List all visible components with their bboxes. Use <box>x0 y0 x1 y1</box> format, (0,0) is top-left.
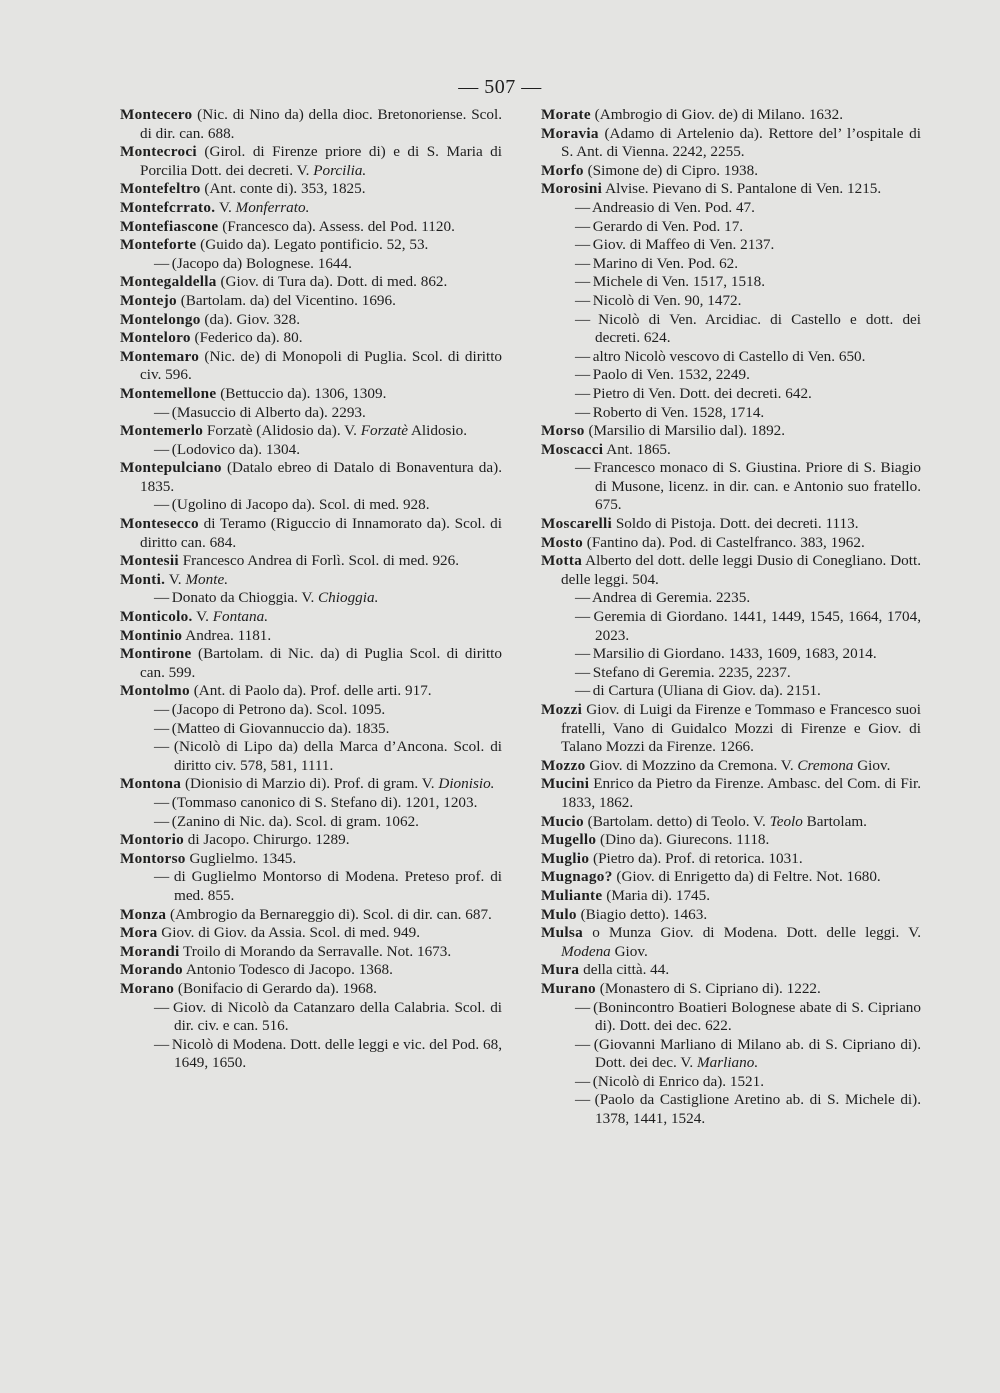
entry-text: Ant. 1865. <box>606 440 671 458</box>
entry-text: Francesco Andrea di Forlì. Scol. di med. 926. <box>182 552 460 570</box>
entry-text: Giov. <box>610 942 648 960</box>
em-dash: — <box>575 608 591 626</box>
index-entry <box>541 162 921 181</box>
sub-entry <box>541 1036 921 1073</box>
index-entry <box>120 311 502 330</box>
cross-reference: Modena <box>561 942 611 960</box>
sub-entry <box>541 1073 921 1092</box>
entry-text: Nicolò di Ven. 90, 1472. <box>592 291 742 309</box>
em-dash: — <box>575 291 591 309</box>
entry-text: (Bartolam. di Nic. da) di Puglia Scol. di diritto can. 599. <box>140 645 502 681</box>
em-dash: — <box>575 589 591 607</box>
em-dash: — <box>154 440 170 458</box>
sub-entry <box>120 1036 502 1073</box>
entry-text: (Masuccio di Alberto da). 2293. <box>171 403 366 421</box>
entry-text: Troilo di Morando da Serravalle. Not. 1673. <box>183 942 452 960</box>
entry-text: Francesco monaco di S. Giustina. Priore di S. Biagio di Musone, licenz. in dir. can. e Antonio suo fratello. 675. <box>593 459 922 514</box>
entry-text: Gerardo di Ven. Pod. 17. <box>592 217 744 235</box>
index-entry <box>120 106 502 143</box>
em-dash: — <box>575 366 591 384</box>
entry-text: (Datalo ebreo di Datalo di Bonaventura da). 1835. <box>140 459 502 495</box>
em-dash: — <box>154 812 170 830</box>
entry-text: Marino di Ven. Pod. 62. <box>592 254 739 272</box>
cross-reference: Forzatè <box>360 422 408 440</box>
entry-text: (Giov. di Enrigetto da) di Feltre. Not. 1680. <box>616 868 881 886</box>
cross-reference: Fontana. <box>212 608 269 626</box>
cross-reference: Teolo <box>769 812 803 830</box>
entry-text: (Giovanni Marliano di Milano ab. di S. Cipriano di). Dott. dei dec. V. <box>593 1035 922 1072</box>
em-dash: — <box>575 645 591 663</box>
headword: Monza <box>120 905 167 923</box>
index-entry <box>541 868 921 887</box>
index-entry <box>541 906 921 925</box>
em-dash: — <box>154 589 170 607</box>
headword: Monti. <box>120 570 166 588</box>
entry-text: Pietro di Ven. Dott. dei decreti. 642. <box>592 384 812 402</box>
headword: Montolmo <box>120 682 190 700</box>
entry-text: altro Nicolò vescovo di Castello di Ven. 650. <box>592 347 866 365</box>
headword: Mosto <box>541 533 583 551</box>
entry-text: Donato da Chioggia. V. <box>171 589 319 607</box>
entry-text: V. <box>218 198 236 216</box>
headword: Montesecco <box>120 515 199 533</box>
index-entry <box>120 980 502 999</box>
entry-text: Roberto di Ven. 1528, 1714. <box>592 403 765 421</box>
headword: Moscarelli <box>541 515 613 533</box>
entry-text: (Simone de) di Cipro. 1938. <box>587 161 759 179</box>
entry-text: V. <box>168 570 186 588</box>
headword: Montefeltro <box>120 180 201 198</box>
entry-text: (Zanino di Nic. da). Scol. di gram. 1062. <box>171 812 419 830</box>
em-dash: — <box>154 793 170 811</box>
entry-text: (Giov. di Tura da). Dott. di med. 862. <box>220 273 448 291</box>
headword: Mozzo <box>541 756 586 774</box>
index-entry <box>120 682 502 701</box>
entry-text: Giov. di Giov. da Assia. Scol. di med. 949. <box>161 924 420 942</box>
headword: Montefcrrato. <box>120 198 216 216</box>
sub-entry <box>120 720 502 739</box>
sub-entry <box>541 589 921 608</box>
index-entry <box>120 143 502 180</box>
sub-entry <box>541 199 921 218</box>
headword: Moscacci <box>541 440 604 458</box>
headword: Montecero <box>120 106 193 123</box>
entry-text: (Jacopo da) Bolognese. 1644. <box>171 254 352 272</box>
entry-text: Giov. di Nicolò da Catanzaro della Calabria. Scol. di dir. civ. e can. 516. <box>172 998 503 1035</box>
left-column <box>120 106 502 1073</box>
em-dash: — <box>575 1035 591 1053</box>
index-entry <box>120 608 502 627</box>
headword: Mugello <box>541 831 597 849</box>
em-dash: — <box>575 663 591 681</box>
entry-text: Forzatè (Alidosio da). V. <box>206 422 361 440</box>
entry-text: (Jacopo di Petrono da). Scol. 1095. <box>171 701 386 718</box>
index-entry <box>120 906 502 925</box>
headword: Monticolo. <box>120 608 193 626</box>
headword: Morano <box>120 979 175 997</box>
entry-text: di Guglielmo Montorso di Modena. Preteso prof. di med. 855. <box>173 868 503 904</box>
right-column <box>541 106 921 1129</box>
index-entry <box>541 180 921 199</box>
headword: Montecroci <box>120 143 197 161</box>
headword: Murano <box>541 979 596 997</box>
headword: Muglio <box>541 849 590 867</box>
sub-entry <box>541 645 921 664</box>
index-entry <box>120 348 502 385</box>
entry-text: Giov. di Mozzino da Cremona. V. <box>589 756 798 774</box>
sub-entry <box>541 608 921 645</box>
em-dash: — <box>154 1035 170 1053</box>
entry-text: Andrea di Geremia. 2235. <box>591 589 751 607</box>
entry-text: (Nic. de) di Monopoli di Puglia. Scol. di diritto civ. 596. <box>140 347 503 384</box>
em-dash: — <box>575 254 591 272</box>
entry-text: Andrea. 1181. <box>185 626 272 644</box>
headword: Morando <box>120 961 183 979</box>
entry-text: Bartolam. <box>802 812 867 830</box>
index-entry <box>120 236 502 255</box>
headword: Mura <box>541 961 580 979</box>
em-dash: — <box>575 1072 591 1090</box>
headword: Montemellone <box>120 384 217 402</box>
index-entry <box>541 831 921 850</box>
entry-text: Marsilio di Giordano. 1433, 1609, 1683, 2014. <box>592 645 877 663</box>
entry-text: (Matteo di Giovannuccio da). 1835. <box>171 719 390 737</box>
index-entry <box>541 980 921 999</box>
entry-text: (Lodovico da). 1304. <box>171 440 301 458</box>
entry-text: Nicolò di Modena. Dott. delle leggi e vic. del Pod. 68, 1649, 1650. <box>171 1035 502 1072</box>
em-dash: — <box>575 1091 591 1109</box>
headword: Montejo <box>120 291 177 309</box>
index-entry <box>541 813 921 832</box>
index-entry <box>541 515 921 534</box>
cross-reference: Chioggia. <box>318 589 379 607</box>
index-entry <box>541 924 921 961</box>
sub-entry <box>541 311 921 348</box>
index-entry <box>120 961 502 980</box>
sub-entry <box>541 366 921 385</box>
entry-text: (Bonincontro Boatieri Bolognese abate di S. Cipriano di). Dott. dei dec. 622. <box>593 998 921 1035</box>
index-entry <box>120 943 502 962</box>
cross-reference: Marliano. <box>696 1054 759 1072</box>
entry-text: (da). Giov. 328. <box>204 310 301 328</box>
sub-entry <box>120 999 502 1036</box>
sub-entry <box>120 441 502 460</box>
index-entry <box>120 831 502 850</box>
em-dash: — <box>575 403 591 421</box>
cross-reference: Porcilia. <box>313 161 367 179</box>
index-entry <box>120 422 502 441</box>
index-entry <box>120 515 502 552</box>
index-entry <box>120 329 502 348</box>
entry-text: (Bartolam. da) del Vicentino. 1696. <box>180 291 396 309</box>
index-entry <box>541 552 921 589</box>
entry-text: Michele di Ven. 1517, 1518. <box>592 273 766 291</box>
index-entry <box>120 775 502 794</box>
headword: Mulsa <box>541 924 584 942</box>
entry-text: (Ugolino di Jacopo da). Scol. di med. 928. <box>171 496 430 514</box>
index-entry <box>120 459 502 496</box>
entry-text: Giov. di Luigi da Firenze e Tommaso e Francesco suoi fratelli, Vano di Guidalco Mozzi di Firenze e Giov. di Talano Mozzi da Firenze. 1266. <box>561 701 921 756</box>
entry-text: Andreasio di Ven. Pod. 47. <box>591 198 755 216</box>
index-entry <box>120 385 502 404</box>
entry-text: (Guido da). Legato pontificio. 52, 53. <box>200 236 429 254</box>
index-entry <box>120 850 502 869</box>
em-dash: — <box>154 719 170 737</box>
headword: Mugnago? <box>541 868 613 886</box>
entry-text: della città. 44. <box>583 961 670 979</box>
entry-text: (Marsilio di Marsilio dal). 1892. <box>588 422 786 440</box>
entry-text: (Paolo da Castiglione Aretino ab. di S. Michele di). 1378, 1441, 1524. <box>594 1091 922 1128</box>
em-dash: — <box>575 998 591 1016</box>
entry-text: (Pietro da). Prof. di retorica. 1031. <box>593 849 803 867</box>
entry-text: (Monastero di S. Cipriano di). 1222. <box>599 979 821 997</box>
index-entry <box>120 199 502 218</box>
headword: Montesii <box>120 552 179 570</box>
headword: Motta <box>541 552 583 570</box>
entry-text: di Jacopo. Chirurgo. 1289. <box>187 831 350 849</box>
em-dash: — <box>154 254 170 272</box>
entry-text: (Adamo di Artelenio da). Rettore del’ l’ospitale di S. Ant. di Vienna. 2242, 2255. <box>561 124 921 161</box>
sub-entry <box>120 255 502 274</box>
headword: Morate <box>541 106 591 123</box>
headword: Montirone <box>120 645 192 663</box>
em-dash: — <box>154 496 170 514</box>
headword: Mucio <box>541 812 584 830</box>
sub-entry <box>541 404 921 423</box>
index-entry <box>541 422 921 441</box>
em-dash: — <box>575 310 591 328</box>
sub-entry <box>541 1091 921 1128</box>
em-dash: — <box>575 273 591 291</box>
entry-text: (Fantino da). Pod. di Castelfranco. 383, 1962. <box>586 533 865 551</box>
entry-text: Geremia di Giordano. 1441, 1449, 1545, 1664, 1704, 2023. <box>593 608 921 644</box>
index-entry <box>120 627 502 646</box>
entry-text: Paolo di Ven. 1532, 2249. <box>592 366 750 384</box>
entry-text: (Bartolam. detto) di Teolo. V. <box>587 812 770 830</box>
cross-reference: Monferrato. <box>235 198 310 216</box>
headword: Mozzi <box>541 701 583 718</box>
entry-text: Antonio Todesco di Jacopo. 1368. <box>185 961 393 979</box>
index-entry <box>541 850 921 869</box>
index-entry <box>541 757 921 776</box>
index-entry <box>541 125 921 162</box>
headword: Montepulciano <box>120 459 222 477</box>
cross-reference: Cremona <box>797 756 854 774</box>
index-entry <box>541 887 921 906</box>
index-entry <box>120 180 502 199</box>
em-dash: — <box>575 384 591 402</box>
index-entry <box>120 292 502 311</box>
em-dash: — <box>154 868 170 886</box>
index-entry <box>541 775 921 812</box>
headword: Morso <box>541 422 585 440</box>
em-dash: — <box>575 459 591 477</box>
entry-text: (Bonifacio di Gerardo da). 1968. <box>177 979 377 997</box>
sub-entry <box>541 664 921 683</box>
entry-text: (Francesco da). Assess. del Pod. 1120. <box>222 217 455 235</box>
headword: Montegaldella <box>120 273 217 291</box>
index-entry <box>120 218 502 237</box>
entry-text: (Ant. di Paolo da). Prof. delle arti. 917. <box>193 682 432 700</box>
sub-entry <box>541 999 921 1036</box>
entry-text: Alidosio. <box>408 422 468 440</box>
entry-text: (Tommaso canonico di S. Stefano di). 1201, 1203. <box>171 793 478 811</box>
cross-reference: Dionisio. <box>438 775 495 793</box>
entry-text: (Bettuccio da). 1306, 1309. <box>220 384 387 402</box>
headword: Montinio <box>120 626 183 644</box>
entry-text: Nicolò di Ven. Arcidiac. di Castello e dott. dei decreti. 624. <box>595 310 922 347</box>
sub-entry <box>120 496 502 515</box>
sub-entry <box>120 701 502 720</box>
sub-entry <box>541 682 921 701</box>
em-dash: — <box>575 236 591 254</box>
entry-text: Stefano di Geremia. 2235, 2237. <box>592 663 791 681</box>
headword: Morandi <box>120 942 180 960</box>
entry-text: (Ambrogio di Giov. de) di Milano. 1632. <box>594 106 843 123</box>
em-dash: — <box>154 403 170 421</box>
index-entry <box>541 106 921 125</box>
index-entry <box>120 273 502 292</box>
sub-entry <box>120 589 502 608</box>
entry-text: di Teramo (Riguccio di Innamorato da). Scol. di diritto can. 684. <box>140 515 502 551</box>
entry-text: Giov. <box>853 756 891 774</box>
headword: Monteloro <box>120 329 191 347</box>
headword: Moravia <box>541 124 599 142</box>
entry-text: (Maria di). 1745. <box>606 886 711 904</box>
entry-text: Giov. di Maffeo di Ven. 2137. <box>592 236 775 254</box>
em-dash: — <box>154 701 170 718</box>
sub-entry <box>120 813 502 832</box>
headword: Morfo <box>541 161 584 179</box>
entry-text: (Federico da). 80. <box>194 329 303 347</box>
index-entry <box>541 961 921 980</box>
index-entry <box>541 441 921 460</box>
sub-entry <box>541 218 921 237</box>
sub-entry <box>120 868 502 905</box>
em-dash: — <box>575 682 591 700</box>
headword: Mora <box>120 924 158 942</box>
sub-entry <box>120 404 502 423</box>
index-entry <box>541 701 921 757</box>
headword: Muliante <box>541 886 603 904</box>
entry-text: Alvise. Pievano di S. Pantalone di Ven. 1215. <box>605 180 882 198</box>
sub-entry <box>541 385 921 404</box>
sub-entry <box>120 738 502 775</box>
index-entry <box>120 552 502 571</box>
entry-text: o Munza Giov. di Modena. Dott. delle leggi. V. <box>592 924 921 942</box>
headword: Montona <box>120 775 182 793</box>
headword: Mulo <box>541 905 577 923</box>
entry-text: (Nic. di Nino da) della dioc. Bretonoriense. Scol. di dir. can. 688. <box>140 106 502 142</box>
sub-entry <box>120 794 502 813</box>
entry-text: di Cartura (Uliana di Giov. da). 2151. <box>592 682 821 700</box>
em-dash: — <box>575 347 591 365</box>
index-entry <box>120 645 502 682</box>
headword: Morosini <box>541 180 603 198</box>
page-number: — 507 — <box>458 76 542 98</box>
index-entry <box>120 571 502 590</box>
entry-text: (Nicolò di Enrico da). 1521. <box>592 1072 765 1090</box>
sub-entry <box>541 348 921 367</box>
headword: Montefiascone <box>120 217 219 235</box>
headword: Mucini <box>541 775 590 793</box>
index-entry <box>541 534 921 553</box>
headword: Montemerlo <box>120 422 204 440</box>
entry-text: Enrico da Pietro da Firenze. Ambasc. del Com. di Fir. 1833, 1862. <box>561 775 921 811</box>
entry-text: V. <box>196 608 213 626</box>
em-dash: — <box>575 217 591 235</box>
sub-entry <box>541 292 921 311</box>
sub-entry <box>541 273 921 292</box>
cross-reference: Monte. <box>185 570 228 588</box>
headword: Montorio <box>120 831 184 849</box>
sub-entry <box>541 255 921 274</box>
sub-entry <box>541 459 921 515</box>
headword: Montorso <box>120 849 186 867</box>
entry-text: (Biagio detto). 1463. <box>580 905 708 923</box>
entry-text: (Nicolò di Lipo da) della Marca d’Ancona. Scol. di diritto civ. 578, 581, 1111. <box>173 738 503 774</box>
entry-text: (Dino da). Giurecons. 1118. <box>600 831 770 849</box>
entry-text: (Ant. conte di). 353, 1825. <box>204 180 366 198</box>
sub-entry <box>541 236 921 255</box>
entry-text: (Girol. di Firenze priore di) e di S. Maria di Porcilia Dott. dei decreti. V. <box>140 143 502 179</box>
headword: Montemaro <box>120 347 200 365</box>
entry-text: Alberto del dott. delle leggi Dusio di Conegliano. Dott. delle leggi. 504. <box>561 552 921 588</box>
index-entry <box>120 924 502 943</box>
em-dash: — <box>154 998 170 1016</box>
entry-text: Soldo di Pistoja. Dott. dei decreti. 1113. <box>615 515 859 533</box>
headword: Montelongo <box>120 310 201 328</box>
em-dash: — <box>154 738 170 756</box>
entry-text: Guglielmo. 1345. <box>189 849 297 867</box>
entry-text: (Dionisio di Marzio di). Prof. di gram. V. <box>184 775 439 793</box>
em-dash: — <box>575 198 591 216</box>
entry-text: (Ambrogio da Bernareggio di). Scol. di dir. can. 687. <box>170 905 492 923</box>
headword: Monteforte <box>120 236 197 254</box>
